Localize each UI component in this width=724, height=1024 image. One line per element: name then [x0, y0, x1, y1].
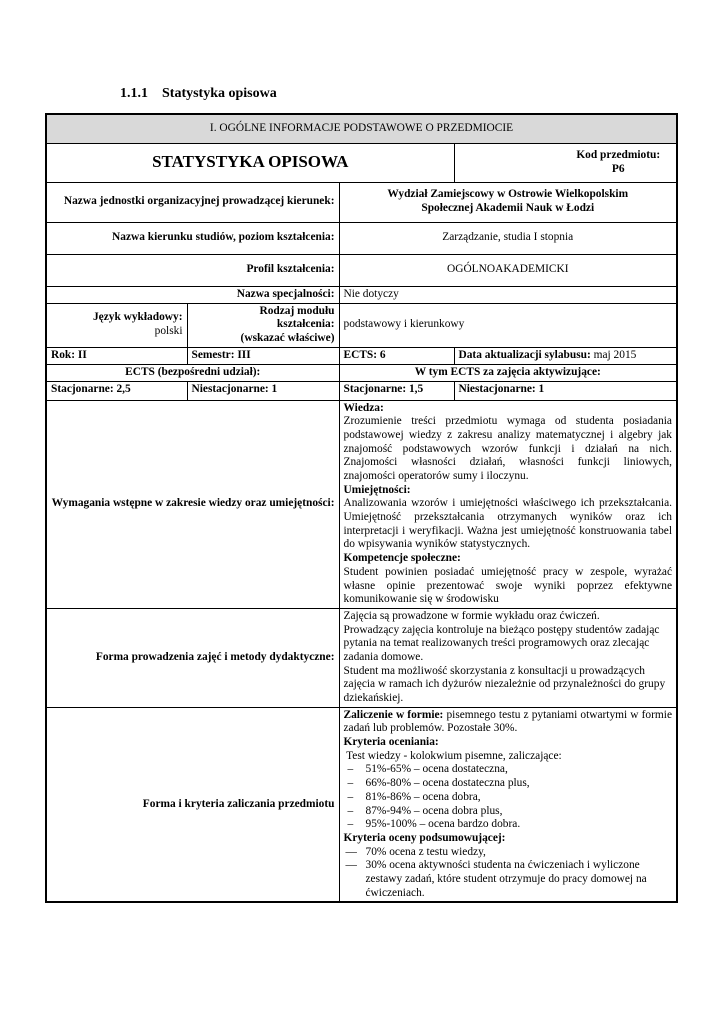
course-title: STATYSTYKA OPISOWA [46, 143, 454, 182]
module-label [187, 303, 339, 347]
course-code-label: Kod przedmiotu: [576, 148, 661, 161]
pass-text: pisemnego testu z pytaniami otwartymi w formie zadań lub problemów. Pozostałe 30%. [343, 708, 673, 735]
module-label-3: (wskazać właściwe) [240, 331, 335, 344]
specialty-value: Nie dotyczy [339, 286, 677, 303]
language-label: Język wykładowy: [92, 311, 183, 324]
semester: Semestr: III [187, 347, 339, 364]
field-label: Nazwa kierunku studiów, poziom kształcenia: [46, 222, 339, 254]
section-heading [120, 86, 277, 102]
pass-heading: Zaliczenie w formie: [343, 708, 444, 721]
ects-active-label: W tym ECTS za zajęcia aktywizujące: [339, 364, 677, 381]
ects-direct-label: ECTS (bezpośredni udział): [46, 364, 339, 381]
direct-full: Stacjonarne: 2,5 [46, 381, 187, 400]
criteria-content [339, 707, 677, 902]
prereq-label: Wymagania wstępne w zakresie wiedzy oraz umiejętności: [46, 400, 339, 608]
grading-heading: Kryteria oceniania: [343, 736, 439, 749]
list-item: – 81%-86% – ocena dobra, [344, 791, 673, 805]
profile-label: Profil kształcenia: [46, 254, 339, 286]
active-full: Stacjonarne: 1,5 [339, 381, 454, 400]
grading-intro: Test wiedzy - kolokwium pisemne, zaliczające: [343, 749, 562, 762]
syllabus-table [45, 113, 678, 903]
direct-part: Niestacjonarne: 1 [187, 381, 339, 400]
heading-number: 1.1.1 [120, 86, 148, 101]
unit-value-1: Wydział Zamiejscowy w Ostrowie Wielkopolskim [387, 188, 629, 201]
unit-value-2: Społecznej Akademii Nauk w Łodzi [421, 202, 595, 214]
forms-label: Forma prowadzenia zajęć i metody dydaktyczne: [46, 608, 339, 707]
update-label: Data aktualizacji sylabusu: [458, 348, 591, 361]
knowledge-text: Zrozumienie treści przedmiotu wymaga od studenta posiadania podstawowej wiedzy z zakresu analizy matematycznej i algebry jak znajomość podstawowych wzorów funkcji i działań na nich. Znajomości własności działań, własności funkcji liniowych, znajomości operatorów sumy i iloczynu. [343, 415, 672, 482]
grades-list [344, 763, 673, 831]
list-item: — 30% ocena aktywności studenta na ćwiczeniach i wyliczone zestawy zadań, które student otrzymuje do pracy domowej na ćwiczeniach. [344, 859, 673, 900]
summary-heading: Kryteria oceny podsumowującej: [343, 831, 506, 844]
language-cell [46, 303, 187, 347]
list-item: – 95%-100% – ocena bardzo dobra. [344, 818, 673, 832]
forms-p2: Prowadzący zajęcia kontroluje na bieżąco postępy studentów zadając pytania na temat realizowanych treści programowych oraz zlecając zadania domowe. [343, 623, 660, 663]
module-label-1: Rodzaj modułu [259, 304, 335, 317]
social-heading: Kompetencje społeczne: [343, 552, 461, 565]
forms-content [339, 608, 677, 707]
forms-p3: Student ma możliwość skorzystania z konsultacji u prowadzących zajęcia w ramach ich dyżurów niezależnie od przynależności do grupy dziekańskiej. [343, 664, 666, 704]
summary-list [344, 846, 673, 901]
profile-value: OGÓLNOAKADEMICKI [339, 254, 677, 286]
social-text: Student powinien posiadać umiejętność pracy w zespole, wyrażać własne opinie prezentować swoje wyniki poprzez efektywne komunikowanie się w środowisku [343, 565, 672, 606]
list-item: – 87%-94% – ocena dobra plus, [344, 805, 673, 819]
unit-value [339, 182, 677, 222]
heading-text: Statystyka opisowa [162, 86, 277, 101]
language-value: polski [154, 325, 183, 338]
field-value: Zarządzanie, studia I stopnia [339, 222, 677, 254]
course-code-cell [454, 143, 677, 182]
update-cell [454, 347, 677, 364]
course-code: P6 [611, 162, 625, 175]
list-item: – 51%-65% – ocena dostateczna, [344, 763, 673, 777]
knowledge-heading: Wiedza: [343, 401, 384, 414]
skills-text: Analizowania wzorów i umiejętności właściwego ich przekształcania. Umiejętność przekształcania otrzymanych wyników oraz ich interpretacji i weryfikacji. Ważna jest umiejętność konstruowania tabel do wpisywania wyników statystycznych. [343, 497, 672, 551]
unit-label: Nazwa jednostki organizacyjnej prowadzącej kierunek: [46, 182, 339, 222]
prereq-content [339, 400, 677, 608]
forms-p1: Zajęcia są prowadzone w formie wykładu oraz ćwiczeń. [343, 609, 600, 622]
year: Rok: II [46, 347, 187, 364]
pass-form [344, 709, 673, 736]
list-item: – 66%-80% – ocena dostateczna plus, [344, 777, 673, 791]
skills-heading: Umiejętności: [343, 483, 411, 496]
module-value: podstawowy i kierunkowy [339, 303, 677, 347]
ects: ECTS: 6 [339, 347, 454, 364]
update-value: maj 2015 [590, 348, 637, 361]
specialty-label: Nazwa specjalności: [46, 286, 339, 303]
module-label-2: kształcenia: [276, 318, 335, 331]
active-part: Niestacjonarne: 1 [454, 381, 677, 400]
section-header: I. OGÓLNE INFORMACJE PODSTAWOWE O PRZEDMIOCIE [46, 114, 677, 143]
list-item: — 70% ocena z testu wiedzy, [344, 846, 673, 860]
criteria-label: Forma i kryteria zaliczania przedmiotu [46, 707, 339, 902]
